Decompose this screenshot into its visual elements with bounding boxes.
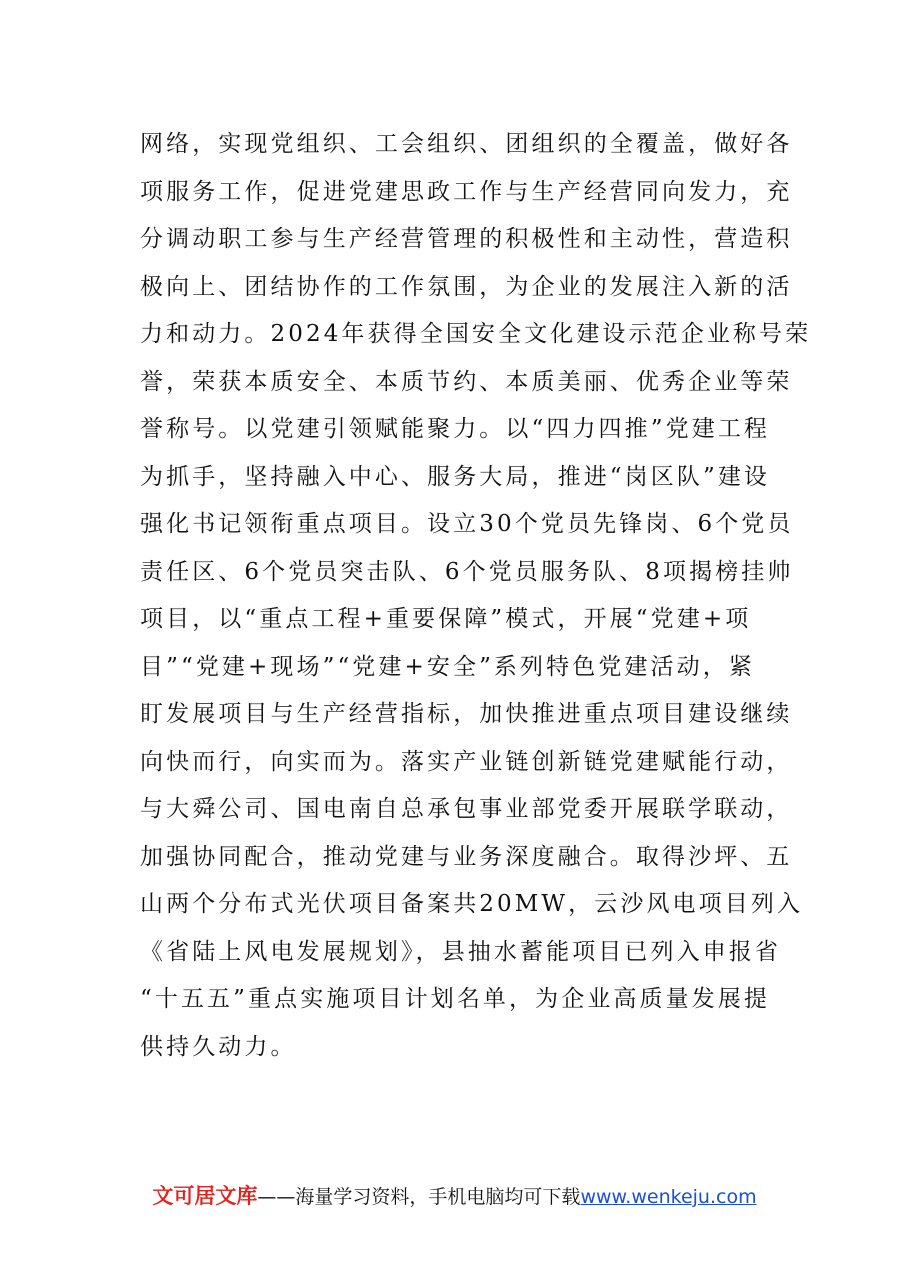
text-line: 誉称号。以党建引领赋能聚力。以“四力四推”党建工程 [140,416,771,442]
text-line: 目”“党建+现场”“党建+安全”系列特色党建活动，紧 [140,653,755,680]
text-line: 与大舜公司、国电南自总承包事业部党委开展联学联动， [140,796,793,822]
text-line: 责任区、6个党员突击队、6个党员服务队、8项揭榜挂帅 [140,558,794,585]
text-line: 极向上、团结协作的工作氛围，为企业的发展注入新的活 [140,273,793,300]
text-line: 网络，实现党组织、工会组织、团组织的全覆盖，做好各 [140,131,793,157]
footer-tagline: ——海量学习资料，手机电脑均可下载 [257,1186,581,1208]
text-line: “十五五”重点实施项目计划名单，为企业高质量发展提 [140,986,771,1012]
text-line: 誉，荣获本质安全、本质节约、本质美丽、优秀企业等荣 [140,368,793,395]
text-line: 加强协同配合，推动党建与业务深度融合。取得沙坪、五 [140,843,793,870]
text-line: 为抓手，坚持融入中心、服务大局，推进“岗区队”建设 [140,463,771,490]
footer-brand: 文可居文库 [152,1184,258,1208]
text-line: 分调动职工参与生产经营管理的积极性和主动性，营造积 [140,226,793,252]
text-line: 强化书记领衔重点项目。设立30个党员先锋岗、6个党员 [140,511,794,537]
text-line: 项目，以“重点工程+重要保障”模式，开展“党建+项 [140,606,752,632]
text-line: 力和动力。2024年获得全国安全文化建设示范企业称号荣 [140,321,812,347]
text-line: 向快而行，向实而为。落实产业链创新链党建赋能行动， [140,748,793,775]
footer-website-link[interactable]: www.wenkeju.com [580,1186,757,1208]
page-footer [0,1180,909,1210]
text-line: 项服务工作，促进党建思政工作与生产经营同向发力，充 [140,178,793,205]
text-line: 盯发展项目与生产经营指标，加快推进重点项目建设继续 [140,701,793,727]
text-line: 供持久动力。 [140,1033,297,1060]
body-paragraph [140,121,812,1071]
text-line: 山两个分布式光伏项目备案共20MW，云沙风电项目列入 [140,891,804,917]
text-line: 《省陆上风电发展规划》，县抽水蓄能项目已列入申报省 [140,938,781,965]
